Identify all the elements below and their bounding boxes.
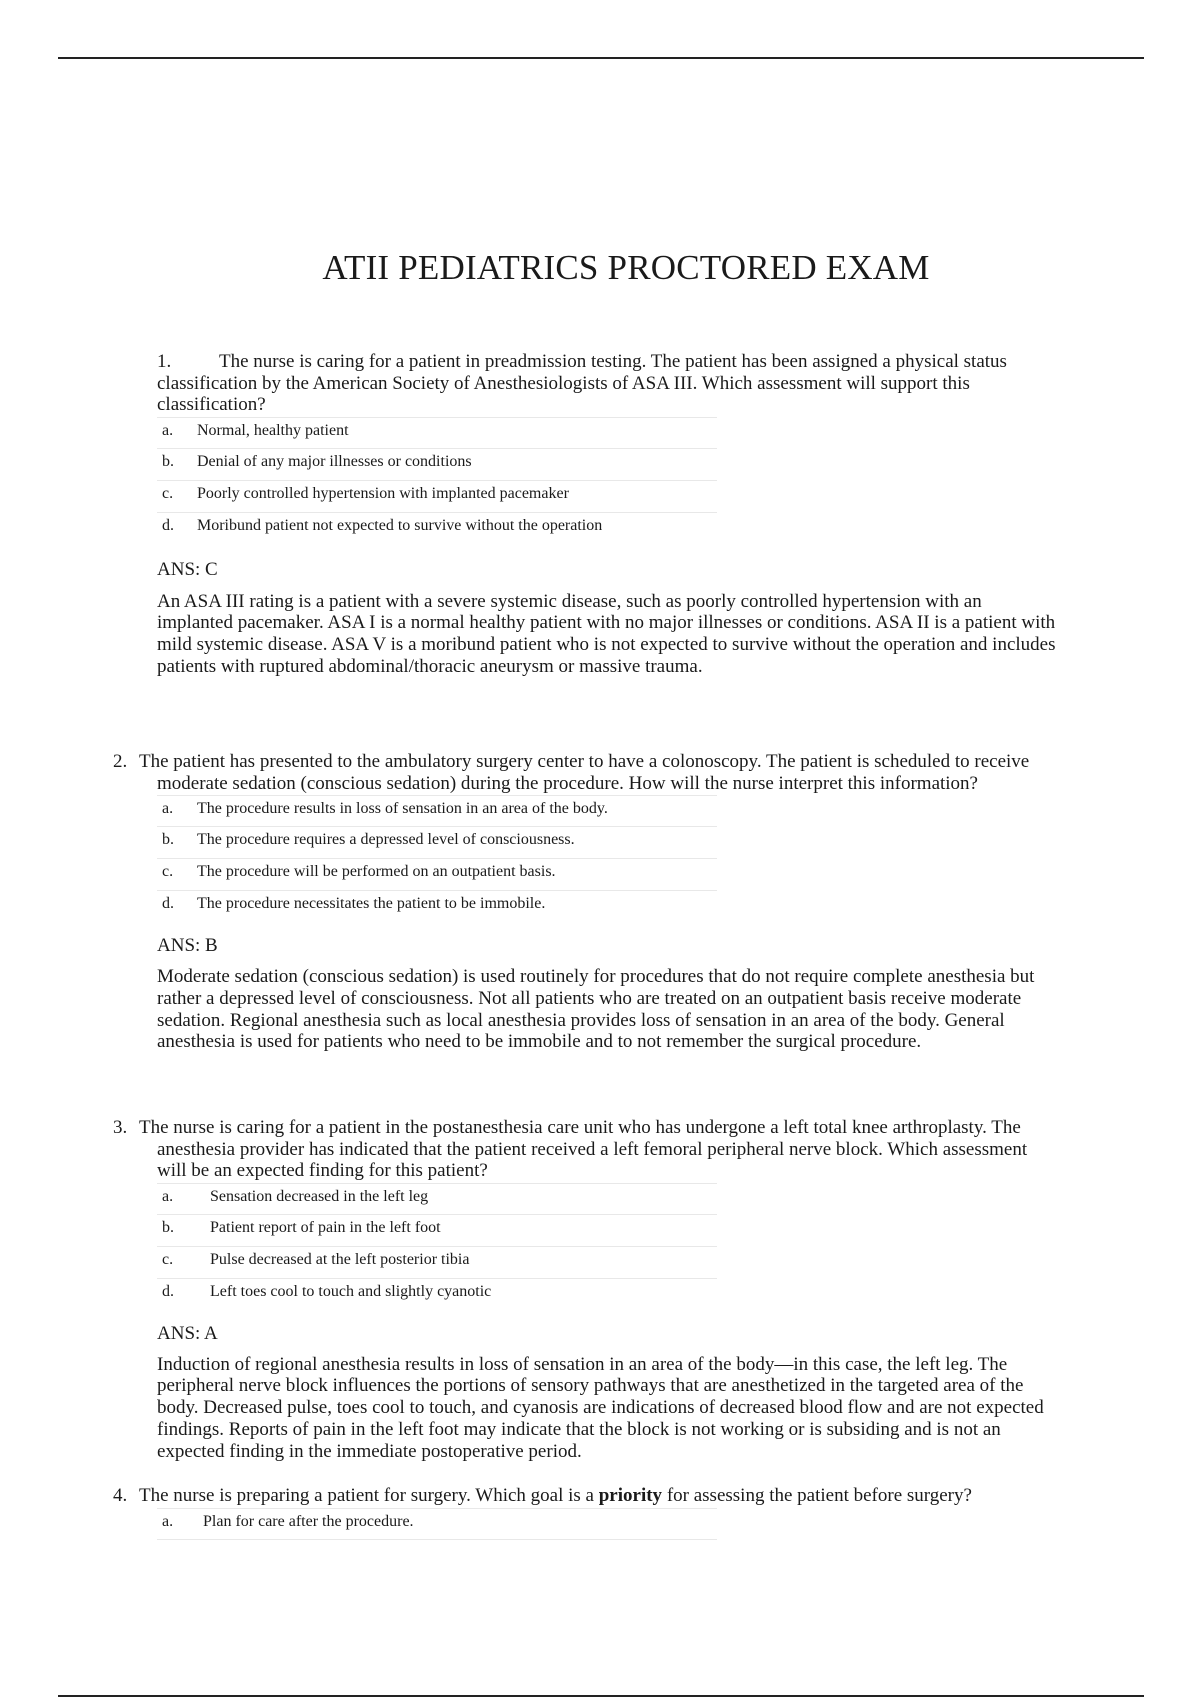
option-b <box>157 449 717 481</box>
bottom-rule <box>58 1695 1144 1697</box>
rationale: Induction of regional anesthesia results in loss of sensation in an area of the body—in this case, the left leg. The peripheral nerve block influences the portions of sensory pathways that are anesthetized in the targeted area of the body. Decreased pulse, toes cool to touch, and cyanosis are indications of decreased blood flow and are not expected findings. Reports of pain in the left foot may indicate that the block is not working or is subsiding and is not an expected finding in the immediate postoperative period. <box>157 1353 1044 1462</box>
question-text-before: The nurse is preparing a patient for surgery. Which goal is a <box>139 1485 599 1506</box>
option-text: Normal, healthy patient <box>197 421 349 439</box>
option-d <box>157 1279 717 1311</box>
option-text: The procedure necessitates the patient to be immobile. <box>197 895 546 912</box>
answer-key: ANS: C <box>157 558 218 580</box>
option-list <box>157 417 717 545</box>
option-letter: b. <box>162 452 174 470</box>
option-list <box>157 1508 717 1540</box>
option-letter: a. <box>162 1512 174 1530</box>
rationale: Moderate sedation (conscious sedation) is used routinely for procedures that do not require complete anesthesia but rather a depressed level of consciousness. Not all patients who are treated on an outpatient basis receive moderate sedation. Regional anesthesia such as local anesthesia provides loss of sensation in an area of the body. General anesthesia is used for patients who need to be immobile and to not remember the surgical procedure. <box>157 966 1035 1053</box>
option-text: Sensation decreased in the left leg <box>210 1187 429 1205</box>
option-list <box>157 795 717 923</box>
top-rule <box>58 57 1144 59</box>
option-list <box>157 1183 717 1311</box>
question-1 <box>157 351 1057 678</box>
option-letter: a. <box>162 800 174 817</box>
option-letter: c. <box>162 863 174 880</box>
option-text: Moribund patient not expected to survive without the operation <box>197 516 603 534</box>
question-text-after: for assessing the patient before surgery? <box>662 1485 972 1506</box>
question-stem: 2. The patient has presented to the ambulatory surgery center to have a colonoscopy. The patient is scheduled to receive moderate sedation (conscious sedation) during the procedure. How will the nurse interpret this information? <box>113 751 1030 794</box>
question-stem: 3. The nurse is caring for a patient in the postanesthesia care unit who has undergone a left total knee arthroplasty. The anesthesia provider has indicated that the patient received a left femoral peripheral nerve block. Which assessment will be an expected finding for this patient? <box>113 1117 1028 1181</box>
priority-emphasis: priority <box>598 1485 663 1506</box>
option-a <box>157 1508 717 1540</box>
option-letter: c. <box>162 484 174 502</box>
option-c <box>157 1247 717 1279</box>
option-c <box>157 481 717 513</box>
option-text: The procedure requires a depressed level of consciousness. <box>197 831 575 848</box>
option-b <box>157 827 717 859</box>
option-text: The procedure will be performed on an outpatient basis. <box>197 863 556 880</box>
page-title: ATII PEDIATRICS PROCTORED EXAM <box>322 248 930 287</box>
question-stem <box>157 351 1057 416</box>
option-a <box>157 417 717 449</box>
option-b <box>157 1215 717 1247</box>
option-a <box>157 1183 717 1215</box>
option-letter: d. <box>162 516 174 534</box>
option-letter: a. <box>162 1187 174 1205</box>
answer-key: ANS: B <box>157 935 218 956</box>
option-text: Plan for care after the procedure. <box>203 1512 414 1530</box>
option-text: Pulse decreased at the left posterior tibia <box>210 1250 470 1268</box>
option-d <box>157 513 717 545</box>
option-a <box>157 795 717 827</box>
option-letter: c. <box>162 1250 174 1268</box>
question-4 <box>113 1485 1057 1540</box>
option-d <box>157 891 717 923</box>
option-letter: a. <box>162 421 174 439</box>
question-text: The nurse is caring for a patient in preadmission testing. The patient has been assigned a physical status classification by the American Society of Anesthesiologists of ASA III. Which assessment will support this classification? <box>157 351 1007 415</box>
option-text: Poorly controlled hypertension with implanted pacemaker <box>197 484 569 502</box>
question-text: The nurse is caring for a patient in the postanesthesia care unit who has undergone a left total knee arthroplasty. The anesthesia provider has indicated that the patient received a left femoral peripheral nerve block. Which assessment will be an expected finding for this patient? <box>139 1117 1028 1181</box>
rationale: An ASA III rating is a patient with a severe systemic disease, such as poorly controlled hypertension with an implanted pacemaker. ASA I is a normal healthy patient with no major illnesses or conditions. ASA II is a patient with mild systemic disease. ASA V is a moribund patient who is not expected to survive without the operation and includes patients with ruptured abdominal/thoracic aneurysm or massive trauma. <box>157 590 1056 677</box>
option-text: The procedure results in loss of sensation in an area of the body. <box>197 800 608 817</box>
option-letter: b. <box>162 1218 174 1236</box>
question-3 <box>113 1117 1057 1462</box>
option-letter: d. <box>162 895 174 912</box>
option-text: Patient report of pain in the left foot <box>210 1218 441 1236</box>
question-text: The patient has presented to the ambulatory surgery center to have a colonoscopy. The patient is scheduled to receive moderate sedation (conscious sedation) during the procedure. How will the nurse interpret this information? <box>139 751 1030 794</box>
option-text: Left toes cool to touch and slightly cyanotic <box>210 1282 492 1300</box>
answer-key: ANS: A <box>157 1322 218 1344</box>
option-letter: b. <box>162 831 174 848</box>
question-stem: 4. The nurse is preparing a patient for surgery. Which goal is a priority for assessing the patient before surgery? <box>113 1485 972 1506</box>
option-letter: d. <box>162 1282 174 1300</box>
option-text: Denial of any major illnesses or conditions <box>197 452 472 470</box>
question-number: 1. <box>157 351 172 372</box>
option-c <box>157 859 717 891</box>
question-2 <box>113 751 1057 1053</box>
